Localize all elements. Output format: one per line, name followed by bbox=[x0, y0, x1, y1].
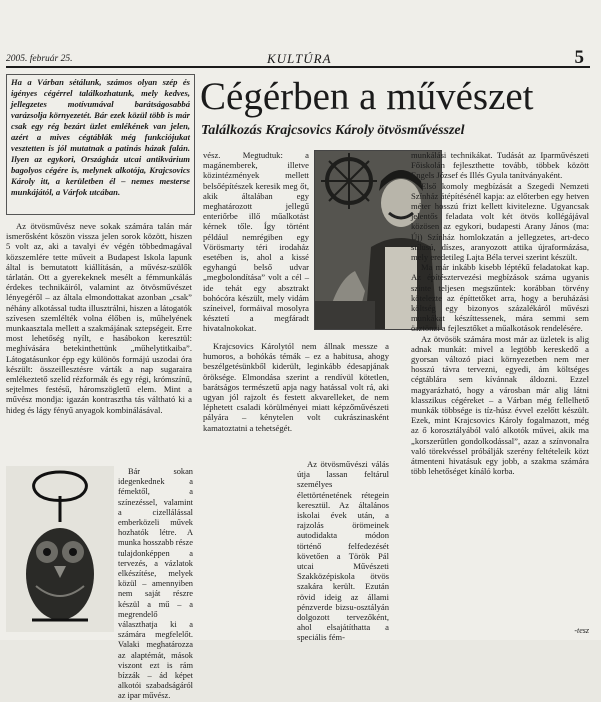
article-subtitle: Találkozás Krajcsovics Károly ötvösművésszel bbox=[201, 123, 465, 138]
body-text: Ma már inkább kisebb léptékű feladatokat kap. Az építésztervezési megbízások száma ugyanis szinte teljesen megszűntek: korábban törvény kötelezte az építtetőket arra, hogy a beruházási költség egy bizonyos százalékáról művészi munkákat készíttessenek, mára semmi sem ösztönzi a fejlesztőket a műalkotások rendelésére. bbox=[411, 262, 589, 334]
column-1-continued bbox=[118, 467, 193, 701]
lead-paragraph: Ha a Várban sétálunk, számos olyan szép és igényes cégérrel találkozhatunk, mely kedves, jellegzetes motívumával barátságosabbá varázsolja környezetét. Bár ezek közül több is már csak egy rég bezárt üzlet emlékének van jelen, azért a mives cégtáblák még funkciójukat vesztetten is jól mutatnak a patinás házak falán. Ilyen az egykori, Országház utcai antikvárium bagolyos cégére is, melynek alkotója, Krajcsovics Károly itt, a kerületben él – nemes mesterse munkájától, a Várfok utcában. bbox=[6, 74, 195, 215]
body-text: Az ötvösök számára most már az üzletek is alig adnak munkát: mivel a legtöbb kereskedő a gyorsan változó piaci környezetben nem mer hosszú távra tervezni, egyedi, ám költséges cégtáblára sem kívánnak áldozni. Ezzel magyarázható, hogy a városban már alig látni klasszikus cégéreket – a Várban még fellelhető munkák többsége is tíz-húsz évvel ezelőtt készült. Ezek, mint Krajcsovics Károly fogalmazott, még az ő korosztályából való alkotók művei, akik ma „korszerűtlen gondolkodással”, azaz a színvonalra való törekvéssel próbálják szerény feltételeik közt átmenteni hivatásuk egy jobb, a szakma számára több lehetőséget kínáló korba. bbox=[411, 333, 589, 477]
column-1 bbox=[6, 221, 192, 467]
page-number: 5 bbox=[574, 47, 584, 68]
body-text: Krajcsovics Károlytól nem állnak messze a humoros, a bohókás témák – ez a habitusa, ahogy beszélgetésünkből kiderült, leginkább édesapjának öröksége. Elmondása szerint a rendívül kötetlen, barátságos természetű apja nagy hatással volt rá, aki ugyan jól rajzolt és festett akvarelleket, de nem léphetett csaladi körülményei miatt képzőművészeti pályára – kénytelen volt cukrászinasként kamatoztatni a tehetségét. bbox=[203, 341, 389, 433]
article-title: Cégérben a művészet bbox=[200, 75, 534, 118]
column-2-continued bbox=[297, 459, 389, 643]
body-text: Első komoly megbízását a Szegedi Nemzeti Színház átépítésénél kapja: az előterben egy hetven méter hosszú frizt kellett kivitelezne. Ugyancsak jelentős feladata volt két ötvös kollégájával közösen az egykori, budapesti Arany János (ma: Új) Színház homlokzatán a jellegzetes, art-deco stílusú, díszes, aranyozott attika újraformázása, mely eredetileg Lajta Béla tervei szerint készült. bbox=[411, 180, 589, 263]
body-text: Bár sokan idegenkednek a fémektől, a színezéssel, valamint a cizellálással emberközeli művek hozhatók létre. A munka hosszabb része tulajdonképpen a tervezés, a vázlatok elkészítése, melyek közül – amennyiben nem saját részre készül a mű – a megrendelő választhatja ki a számára megfelelőt. Valaki meghatározza az alaptémát, mások viszont ezt is rám bízzák – ád képet alkotói szabadságáról az ipar művész. bbox=[118, 467, 193, 701]
column-3 bbox=[411, 150, 589, 637]
column-2 bbox=[203, 150, 309, 340]
body-text: Az ötvösművész neve sokak számára talán már ismerősként köszön vissza jelen sorok között, hiszen 5 volt az, aki a tavalyi év végén többedmagával közszemlére tette műveit a Budapest Iskola lapunk által is bemutatott kiállításán, a művész-szülők tárlatán. Ott a gyerekeknek mesélt a fémmunkálás érdekes technikáiról, valamint az ötvösművészet lényegéről – az általa elmondottakat azonban „csak” néhány alkotással tudta illusztrálni, hiszen a látogatók szívesen szemlélték volna élőben is, műhelyének munkaasztala mellett a szakmájának sztepségeit. Erre most lehetőség nyílt, e hasábokon keresztül: meghívására betekinthettünk „műhelytitkaiba”. Látogatásunkor épp egy különös formájú uszodai óra készült: összeillesztésre várták a nap sugaraira emlékeztető szelíd rézformák és egy régi, krómszínű, sejtelmes festésű, háromszögletű elem. Mint a művész mondja: igazán kontrasztha tás váltható ki a hideg és lágy fényű anyagok kombinálásával. bbox=[6, 221, 192, 415]
owl-sign-photo bbox=[6, 466, 114, 632]
header-rule bbox=[6, 66, 590, 68]
column-2-lower bbox=[203, 341, 389, 459]
body-text: munkálási technikákat. Tudását az Iparművészeti Főiskolán fejleszthette tovább, többek között Engels József és Illés Gyula tanítványaként. bbox=[411, 150, 589, 181]
owl-sign-image bbox=[6, 466, 114, 632]
issue-date: 2005. február 25. bbox=[6, 54, 73, 64]
author-signature: -tesz bbox=[574, 626, 589, 635]
body-text: vész. Megtudtuk: a magánemberek, illetve közintézmények mellett belsőépítészek keresik meg őt, akik általában egy meghatározott jellegű enteriőrbe illő műalkotást kérnek tőle. Így történt például nemrégiben egy Vörösmarty téri irodaház esetében is, ahol a kissé egyhangú belső udvar „megbolondítása” volt a cél – ide tehát egy absztrakt bohócóra készült, mely vidám színeivel, formáival mosolyra késztetí a megfáradt hivatalnokokat. bbox=[203, 150, 309, 334]
body-text: Az ötvösművészi válás útja lassan feltárul személyes élettörténetének rétegein keresztül. Az általános iskolai évek után, a rajzolás örömeinek autodidakta módon történő felfedezését követően a Török Pál utcai Művészeti Szakközépiskola ötvös szakára került. Ezután rövid ideig az állami pénzverde bizsu-osztályán dolgozott tervezőként, ahol elsajátíthatta a speciális fém- bbox=[297, 459, 389, 643]
section-title: KULTÚRA bbox=[267, 51, 332, 66]
